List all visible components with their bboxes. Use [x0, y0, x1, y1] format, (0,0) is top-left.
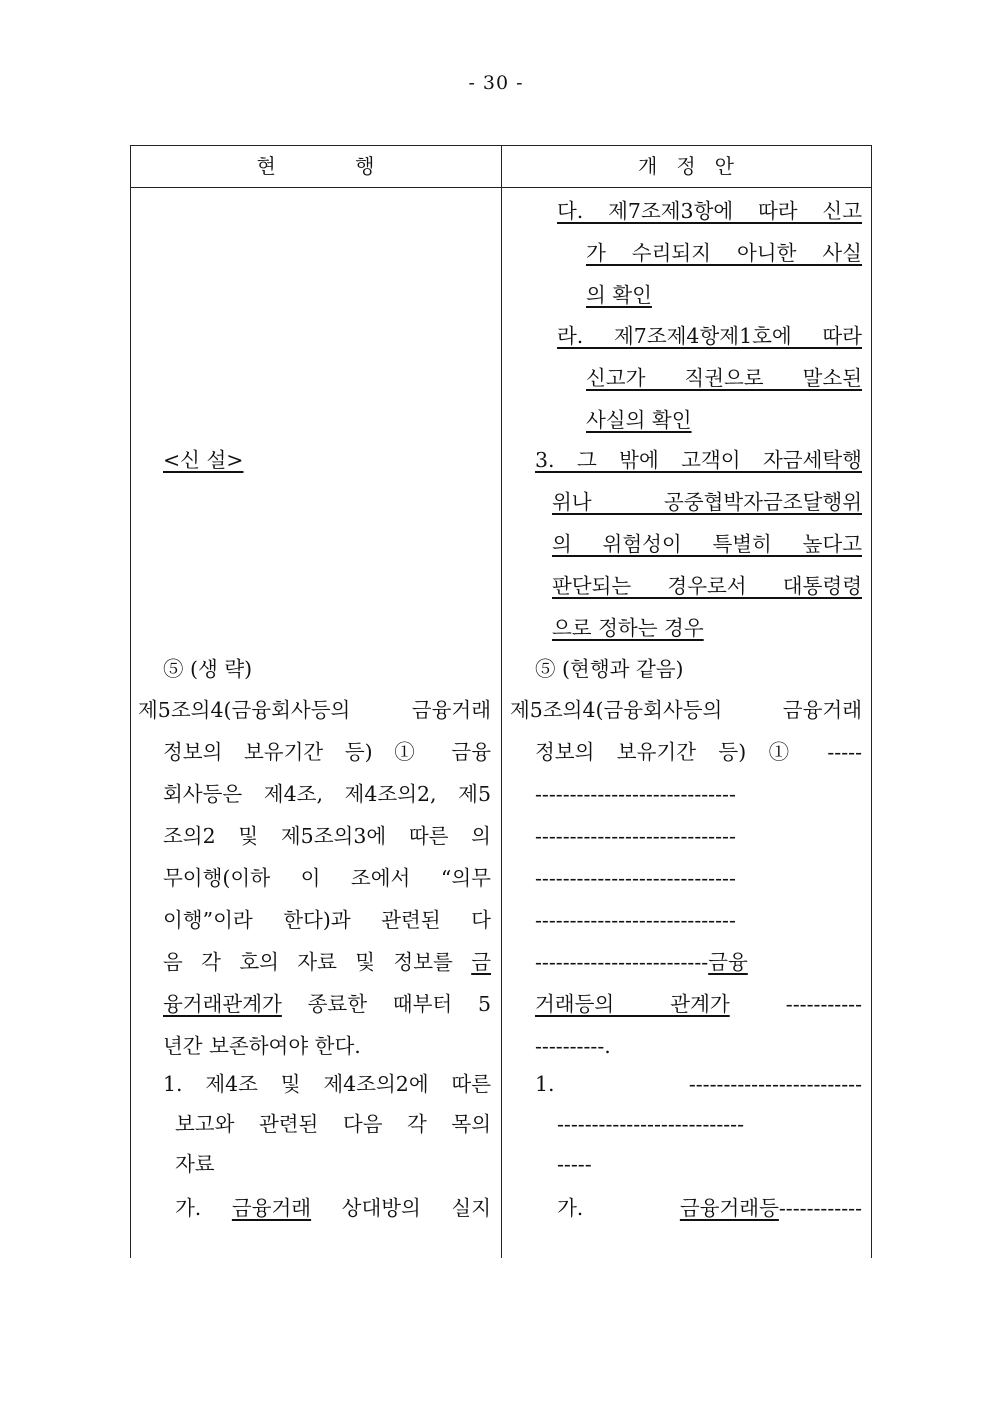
current-law-line: [138, 696, 491, 724]
column-divider: [501, 145, 502, 1258]
underlined-text: 의 위험성이 특별히 높다고: [552, 532, 862, 556]
underlined-text: 라. 제7조제4항제1호에 따라: [557, 324, 862, 348]
current-law-line: [163, 655, 288, 683]
amendment-line: [557, 1150, 617, 1178]
text-segment: 1. -------------------------: [535, 1072, 862, 1096]
amendment-line: [552, 614, 742, 642]
current-law-line: [163, 1032, 403, 1060]
underlined-text: 금: [471, 950, 491, 974]
underlined-text: <신 설>: [163, 448, 244, 472]
text-segment: ⑤ (생 략): [163, 657, 253, 681]
current-law-line: [163, 1070, 491, 1098]
text-segment: 회사등은 제4조, 제4조의2, 제5: [163, 782, 491, 806]
text-segment: 자료: [175, 1152, 215, 1176]
text-segment: 정보의 보유기간 등) ① 금융: [163, 740, 491, 764]
amendment-line: [586, 281, 671, 309]
amendment-line: [535, 655, 715, 683]
amendment-line: [535, 864, 862, 892]
current-law-line: [163, 738, 491, 766]
text-segment: 이행”이라 한다)과 관련된 다: [163, 908, 491, 932]
text-segment: -----------------------------: [535, 908, 736, 932]
amendment-line: [535, 948, 862, 976]
underlined-text: 신고가 직권으로 말소된: [586, 366, 862, 390]
amendment-line: [535, 780, 862, 808]
amendment-line: [535, 822, 862, 850]
text-segment: ------------: [778, 1196, 862, 1220]
header-char: 정: [676, 154, 696, 178]
underlined-text: 다. 제7조제3항에 따라 신고: [557, 199, 862, 223]
amendment-line: [535, 1032, 655, 1060]
text-segment: 무이행(이하 이 조에서 “의무: [163, 866, 491, 890]
amendment-line: [552, 572, 862, 600]
amendment-line: [557, 1110, 862, 1138]
text-segment: 정보의 보유기간 등) ① -----: [535, 740, 862, 764]
column-header-proposed: [501, 145, 871, 187]
amendment-line: [535, 446, 862, 474]
current-law-line: [175, 1110, 491, 1138]
underlined-text: 금융: [708, 950, 748, 974]
header-char: 행: [355, 154, 375, 178]
current-law-line: [163, 864, 491, 892]
amendment-line: [586, 239, 862, 267]
amendment-line: [510, 696, 862, 724]
current-law-line: [175, 1150, 225, 1178]
underlined-text: 판단되는 경우로서 대통령령: [552, 574, 862, 598]
column-header-proposed-text: [638, 145, 734, 187]
column-header-current-text: [257, 145, 375, 187]
header-char: 안: [714, 154, 734, 178]
amendment-line: [586, 364, 862, 392]
header-char: 개: [638, 154, 658, 178]
table-border-right: [871, 145, 872, 1258]
amendment-line: [535, 738, 862, 766]
amendment-line: [557, 1194, 862, 1222]
table-border-left: [130, 145, 131, 1258]
underlined-text: 사실의 확인: [586, 408, 692, 432]
text-segment: 가.: [557, 1196, 680, 1220]
underlined-text: 금융거래: [231, 1196, 312, 1220]
underlined-text: 거래등의 관계가: [535, 992, 730, 1016]
amendment-line: [552, 530, 862, 558]
text-segment: 음 각 호의 자료 및 정보를: [163, 950, 472, 974]
current-law-line: [163, 446, 268, 474]
page-number: - 30 -: [468, 72, 524, 94]
text-segment: 가.: [175, 1196, 232, 1220]
text-segment: -----: [557, 1152, 592, 1176]
amendment-line: [586, 406, 716, 434]
text-segment: ---------------------------: [557, 1112, 745, 1136]
current-law-line: [175, 1194, 491, 1222]
text-segment: -----------------------------: [535, 866, 736, 890]
amendment-line: [552, 488, 862, 516]
amendment-line: [535, 990, 862, 1018]
text-segment: 조의2 및 제5조의3에 따른 의: [163, 824, 491, 848]
underlined-text: 의 확인: [586, 283, 652, 307]
underlined-text: 융거래관계가: [163, 992, 282, 1016]
header-divider: [130, 187, 872, 188]
text-segment: 1. 제4조 및 제4조의2에 따른: [163, 1072, 491, 1096]
underlined-text: 3. 그 밖에 고객이 자금세탁행: [535, 448, 862, 472]
text-segment: ⑤ (현행과 같음): [535, 657, 684, 681]
current-law-line: [163, 990, 491, 1018]
underlined-text: 가 수리되지 아니한 사실: [586, 241, 862, 265]
column-header-current: [130, 145, 501, 187]
amendment-line: [557, 322, 862, 350]
text-segment: -----------------------------: [535, 824, 736, 848]
amendment-line: [535, 906, 862, 934]
text-segment: -----------: [729, 992, 862, 1016]
underlined-text: 금융거래등: [679, 1196, 779, 1220]
header-char: 현: [256, 154, 276, 178]
text-segment: -----------------------------: [535, 782, 736, 806]
text-segment: 종료한 때부터 5: [281, 992, 491, 1016]
text-segment: ----------.: [535, 1034, 611, 1058]
current-law-line: [163, 948, 491, 976]
text-segment: 년간 보존하여야 한다.: [163, 1034, 361, 1058]
amendment-line: [557, 197, 862, 225]
current-law-line: [163, 780, 491, 808]
current-law-line: [163, 822, 491, 850]
text-segment: 보고와 관련된 다음 각 목의: [175, 1112, 491, 1136]
current-law-line: [163, 906, 491, 934]
text-segment: -------------------------: [535, 950, 709, 974]
text-segment: 제5조의4(금융회사등의 금융거래: [510, 698, 862, 722]
underlined-text: 위나 공중협박자금조달행위: [552, 490, 862, 514]
text-segment: 상대방의 실지: [311, 1196, 491, 1220]
text-segment: 제5조의4(금융회사등의 금융거래: [138, 698, 491, 722]
underlined-text: 으로 정하는 경우: [552, 616, 704, 640]
amendment-line: [535, 1070, 862, 1098]
